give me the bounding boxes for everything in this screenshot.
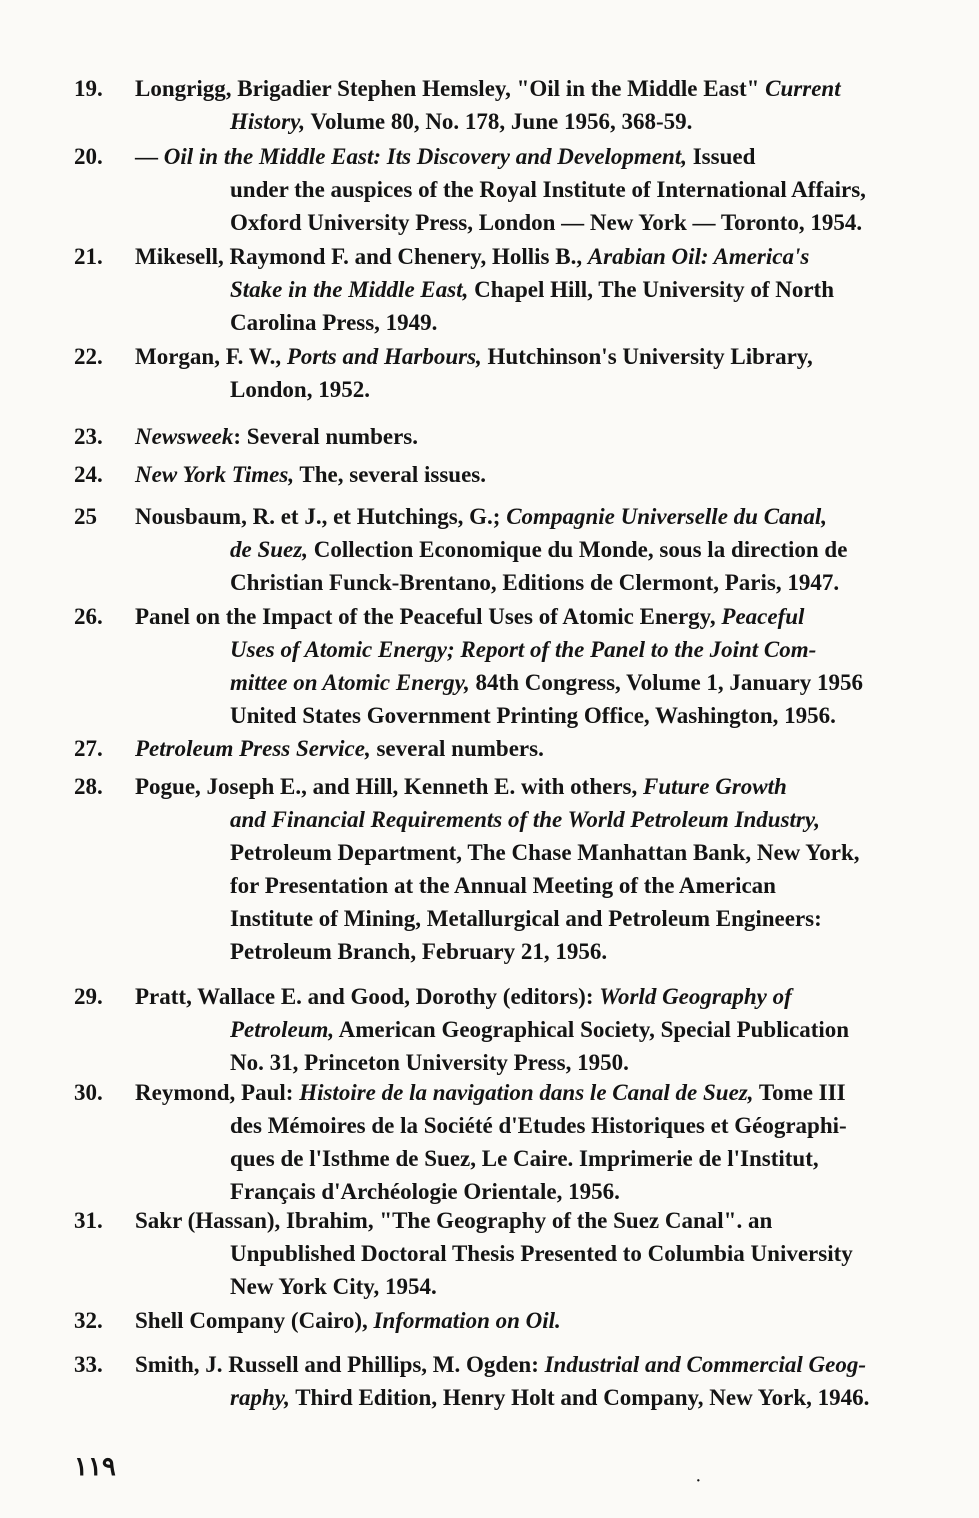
text-segment: No. 31, Princeton University Press, 1950.: [230, 1050, 629, 1075]
entry-text: [135, 340, 925, 406]
entry-line: [135, 1076, 925, 1109]
entry-number: 28.: [74, 774, 103, 799]
entry-line: [135, 273, 925, 306]
entry-line: [135, 206, 925, 239]
entry-line: [135, 902, 925, 935]
entry-line: [135, 666, 925, 699]
entry-line: [135, 1237, 925, 1270]
text-segment: for Presentation at the Annual Meeting of the American: [230, 873, 776, 898]
italic-title: Oil in the Middle East: Its Discovery and Development,: [163, 144, 687, 169]
text-segment: ques de l'Isthme de Suez, Le Caire. Imprimerie de l'Institut,: [230, 1146, 819, 1171]
entry-line: [135, 935, 925, 968]
text-segment: Issued: [686, 144, 756, 169]
text-segment: London, 1952.: [230, 377, 370, 402]
text-segment: Nousbaum, R. et J., et Hutchings, G.;: [135, 504, 507, 529]
entry-text: [135, 240, 925, 339]
italic-title: Petroleum,: [230, 1017, 335, 1042]
entry-line: [135, 140, 925, 173]
italic-title: mittee on Atomic Energy,: [230, 670, 470, 695]
text-segment: Mikesell, Raymond F. and Chenery, Hollis B.,: [135, 244, 588, 269]
text-segment: Sakr (Hassan), Ibrahim, "The Geography of the Suez Canal". an: [135, 1208, 773, 1233]
entry-line: [135, 1381, 925, 1414]
entry-text: [135, 980, 925, 1079]
italic-title: Peaceful: [721, 604, 805, 629]
text-segment: American Geographical Society, Special Publication: [334, 1017, 850, 1042]
text-segment: 84th Congress, Volume 1, January 1956: [469, 670, 863, 695]
text-segment: Shell Company (Cairo),: [135, 1308, 374, 1333]
text-segment: Pratt, Wallace E. and Good, Dorothy (editors):: [135, 984, 600, 1009]
text-segment: Chapel Hill, The University of North: [468, 277, 835, 302]
stray-mark: ·: [695, 1470, 702, 1492]
text-segment: under the auspices of the Royal Institute of International Affairs,: [230, 177, 866, 202]
italic-title: Stake in the Middle East,: [230, 277, 469, 302]
entry-line: [135, 836, 925, 869]
entry-line: [135, 980, 925, 1013]
text-segment: : Several numbers.: [233, 424, 418, 449]
entry-text: [135, 1204, 925, 1303]
entry-line: [135, 1304, 925, 1337]
entry-text: [135, 1076, 925, 1208]
italic-title: Compagnie Universelle du Canal,: [506, 504, 827, 529]
text-segment: Morgan, F. W.,: [135, 344, 287, 369]
entry-number: 30.: [74, 1080, 103, 1105]
entry-text: [135, 600, 925, 732]
text-segment: Christian Funck-Brentano, Editions de Clermont, Paris, 1947.: [230, 570, 840, 595]
entry-line: [135, 373, 925, 406]
text-segment: Hutchinson's University Library,: [481, 344, 813, 369]
italic-title: de Suez,: [230, 537, 308, 562]
entry-line: [135, 340, 925, 373]
entry-number: 23.: [74, 424, 103, 449]
entry-number: 33.: [74, 1352, 103, 1377]
text-segment: Petroleum Branch, February 21, 1956.: [230, 939, 608, 964]
italic-title: Industrial and Commercial Geog-: [544, 1352, 867, 1377]
entry-line: [135, 240, 925, 273]
italic-title: History,: [230, 109, 306, 134]
text-segment: Reymond, Paul:: [135, 1080, 300, 1105]
entry-number: 21.: [74, 244, 103, 269]
italic-title: Arabian Oil: America's: [587, 244, 810, 269]
entry-text: [135, 1304, 925, 1337]
text-segment: Oxford University Press, London — New York — Toronto, 1954.: [230, 210, 863, 235]
italic-title: Uses of Atomic Energy; Report of the Panel to the Joint Com-: [230, 637, 817, 662]
entry-text: [135, 770, 925, 968]
entry-text: [135, 420, 925, 453]
entry-line: [135, 533, 925, 566]
entry-line: [135, 72, 925, 105]
entry-line: [135, 1348, 925, 1381]
entry-text: [135, 458, 925, 491]
entry-line: [135, 105, 925, 138]
entry-text: [135, 732, 925, 765]
entry-number: 26.: [74, 604, 103, 629]
entry-number: 27.: [74, 736, 103, 761]
entry-line: [135, 306, 925, 339]
text-segment: Longrigg, Brigadier Stephen Hemsley, "Oil in the Middle East": [135, 76, 766, 101]
text-segment: Panel on the Impact of the Peaceful Uses of Atomic Energy,: [135, 604, 722, 629]
text-segment: Collection Economique du Monde, sous la direction de: [307, 537, 848, 562]
entry-number: 29.: [74, 984, 103, 1009]
entry-line: [135, 770, 925, 803]
entry-line: [135, 566, 925, 599]
entry-line: [135, 732, 925, 765]
text-segment: Pogue, Joseph E., and Hill, Kenneth E. with others,: [135, 774, 643, 799]
italic-title: Information on Oil.: [373, 1308, 561, 1333]
italic-title: World Geography of: [599, 984, 792, 1009]
text-segment: Français d'Archéologie Orientale, 1956.: [230, 1179, 620, 1204]
text-segment: des Mémoires de la Société d'Etudes Historiques et Géographi-: [230, 1113, 847, 1138]
entry-text: [135, 72, 925, 138]
italic-title: Petroleum Press Service,: [135, 736, 371, 761]
entry-line: [135, 1013, 925, 1046]
entry-text: [135, 1348, 925, 1414]
entry-number: 25: [74, 504, 97, 529]
italic-title: raphy,: [230, 1385, 290, 1410]
entry-number: 22.: [74, 344, 103, 369]
entry-line: [135, 173, 925, 206]
entry-number: 32.: [74, 1308, 103, 1333]
text-segment: Third Edition, Henry Holt and Company, New York, 1946.: [289, 1385, 870, 1410]
entry-line: [135, 500, 925, 533]
entry-line: [135, 1204, 925, 1237]
text-segment: —: [135, 144, 164, 169]
text-segment: Tome III: [753, 1080, 846, 1105]
entry-line: [135, 633, 925, 666]
text-segment: Volume 80, No. 178, June 1956, 368-59.: [305, 109, 693, 134]
entry-line: [135, 1270, 925, 1303]
entry-line: [135, 1142, 925, 1175]
entry-line: [135, 803, 925, 836]
entry-number: 19.: [74, 76, 103, 101]
entry-line: [135, 420, 925, 453]
text-segment: Smith, J. Russell and Phillips, M. Ogden:: [135, 1352, 545, 1377]
italic-title: Current: [765, 76, 841, 101]
italic-title: Ports and Harbours,: [286, 344, 482, 369]
text-segment: Unpublished Doctoral Thesis Presented to Columbia University: [230, 1241, 853, 1266]
entry-line: [135, 1046, 925, 1079]
page-number: ١١٩: [74, 1452, 116, 1481]
entry-text: [135, 140, 925, 239]
italic-title: and Financial Requirements of the World Petroleum Industry,: [230, 807, 820, 832]
text-segment: several numbers.: [370, 736, 544, 761]
entry-text: [135, 500, 925, 599]
text-segment: Institute of Mining, Metallurgical and Petroleum Engineers:: [230, 906, 822, 931]
text-segment: United States Government Printing Office, Washington, 1956.: [230, 703, 836, 728]
entry-line: [135, 699, 925, 732]
text-segment: Carolina Press, 1949.: [230, 310, 438, 335]
entry-line: [135, 458, 925, 491]
entry-number: 31.: [74, 1208, 103, 1233]
italic-title: Histoire de la navigation dans le Canal de Suez,: [299, 1080, 754, 1105]
italic-title: New York Times,: [135, 462, 295, 487]
entry-line: [135, 600, 925, 633]
entry-line: [135, 1109, 925, 1142]
text-segment: New York City, 1954.: [230, 1274, 437, 1299]
entry-number: 24.: [74, 462, 103, 487]
text-segment: Petroleum Department, The Chase Manhattan Bank, New York,: [230, 840, 860, 865]
entry-line: [135, 869, 925, 902]
entry-number: 20.: [74, 144, 103, 169]
italic-title: Future Growth: [642, 774, 787, 799]
text-segment: The, several issues.: [294, 462, 486, 487]
italic-title: Newsweek: [135, 424, 234, 449]
